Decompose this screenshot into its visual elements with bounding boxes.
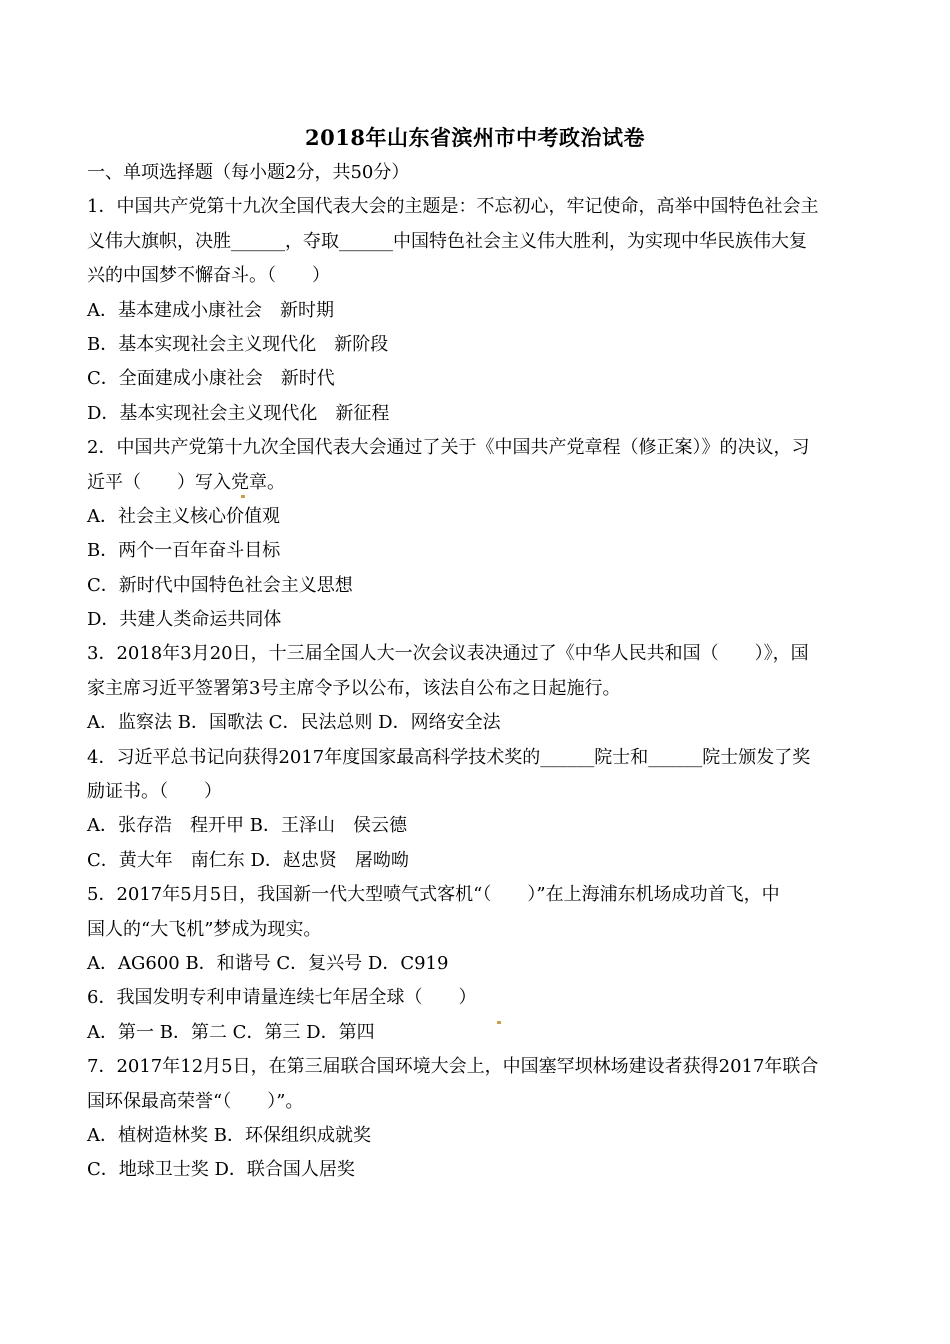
stray-mark (241, 495, 245, 498)
question-option: C．全面建成小康社会 新时代 (87, 368, 335, 390)
question-1 (87, 190, 872, 431)
question-option: A．AG600 B．和谐号 C．复兴号 D．C919 (87, 952, 449, 974)
question-5 (87, 878, 872, 981)
question-option: A．张存浩 程开甲 B．王泽山 侯云德 (87, 815, 407, 837)
question-stem-line: 家主席习近平签署第3号主席令予以公布，该法自公布之日起施行。 (87, 677, 621, 699)
question-stem-line: 2．中国共产党第十九次全国代表大会通过了关于《中国共产党章程（修正案）》的决议，习 (87, 437, 810, 459)
question-option: A．社会主义核心价值观 (87, 505, 280, 527)
question-option: D．共建人类命运共同体 (87, 609, 282, 631)
question-option: C．新时代中国特色社会主义思想 (87, 574, 353, 596)
question-6 (87, 981, 872, 1050)
question-stem-line: 7．2017年12月5日，在第三届联合国环境大会上，中国塞罕坝林场建设者获得2017年联合 (87, 1056, 819, 1078)
question-2 (87, 431, 872, 637)
question-option: C．地球卫士奖 D．联合国人居奖 (87, 1159, 355, 1181)
question-stem-line: 1．中国共产党第十九次全国代表大会的主题是：不忘初心，牢记使命，高举中国特色社会主 (87, 196, 819, 218)
question-stem-line: 国环保最高荣誉“（ ）”。 (87, 1090, 304, 1112)
exam-title: 2018年山东省滨州市中考政治试卷 (305, 125, 645, 150)
section-heading: 一、单项选择题（每小题2分，共50分） (87, 162, 410, 183)
stray-mark (497, 1021, 501, 1024)
question-stem-line: 义伟大旗帜，决胜______，夺取______中国特色社会主义伟大胜利，为实现中华民族伟大复 (87, 230, 807, 252)
question-stem-line: 近平（ ）写入党章。 (87, 471, 285, 493)
question-7 (87, 1050, 872, 1188)
question-option: B．两个一百年奋斗目标 (87, 540, 281, 562)
question-stem-line: 3．2018年3月20日，十三届全国人大一次会议表决通过了《中华人民共和国（ ）》，国 (87, 643, 809, 665)
question-option: A．监察法 B．国歌法 C．民法总则 D．网络安全法 (87, 712, 501, 734)
question-option: A．植树造林奖 B．环保组织成就奖 (87, 1124, 371, 1146)
question-stem-line: 国人的“大飞机”梦成为现实。 (87, 918, 322, 940)
question-option: A．第一 B．第二 C．第三 D．第四 (87, 1021, 375, 1043)
question-option: A．基本建成小康社会 新时期 (87, 299, 334, 321)
exam-content (87, 156, 872, 1188)
question-stem-line: 5．2017年5月5日，我国新一代大型喷气式客机“（ ）”在上海浦东机场成功首飞，中 (87, 884, 780, 906)
question-stem-line: 4．习近平总书记向获得2017年度国家最高科学技术奖的______院士和______院士颁发了奖 (87, 746, 811, 768)
question-3 (87, 637, 872, 740)
question-stem-line: 6．我国发明专利申请量连续七年居全球（ ） (87, 987, 477, 1009)
question-option: B．基本实现社会主义现代化 新阶段 (87, 333, 389, 355)
question-option: D．基本实现社会主义现代化 新征程 (87, 402, 390, 424)
question-option: C．黄大年 南仁东 D．赵忠贤 屠呦呦 (87, 849, 409, 871)
question-stem-line: 励证书。（ ） (87, 781, 222, 803)
question-4 (87, 741, 872, 879)
question-stem-line: 兴的中国梦不懈奋斗。（ ） (87, 265, 330, 287)
